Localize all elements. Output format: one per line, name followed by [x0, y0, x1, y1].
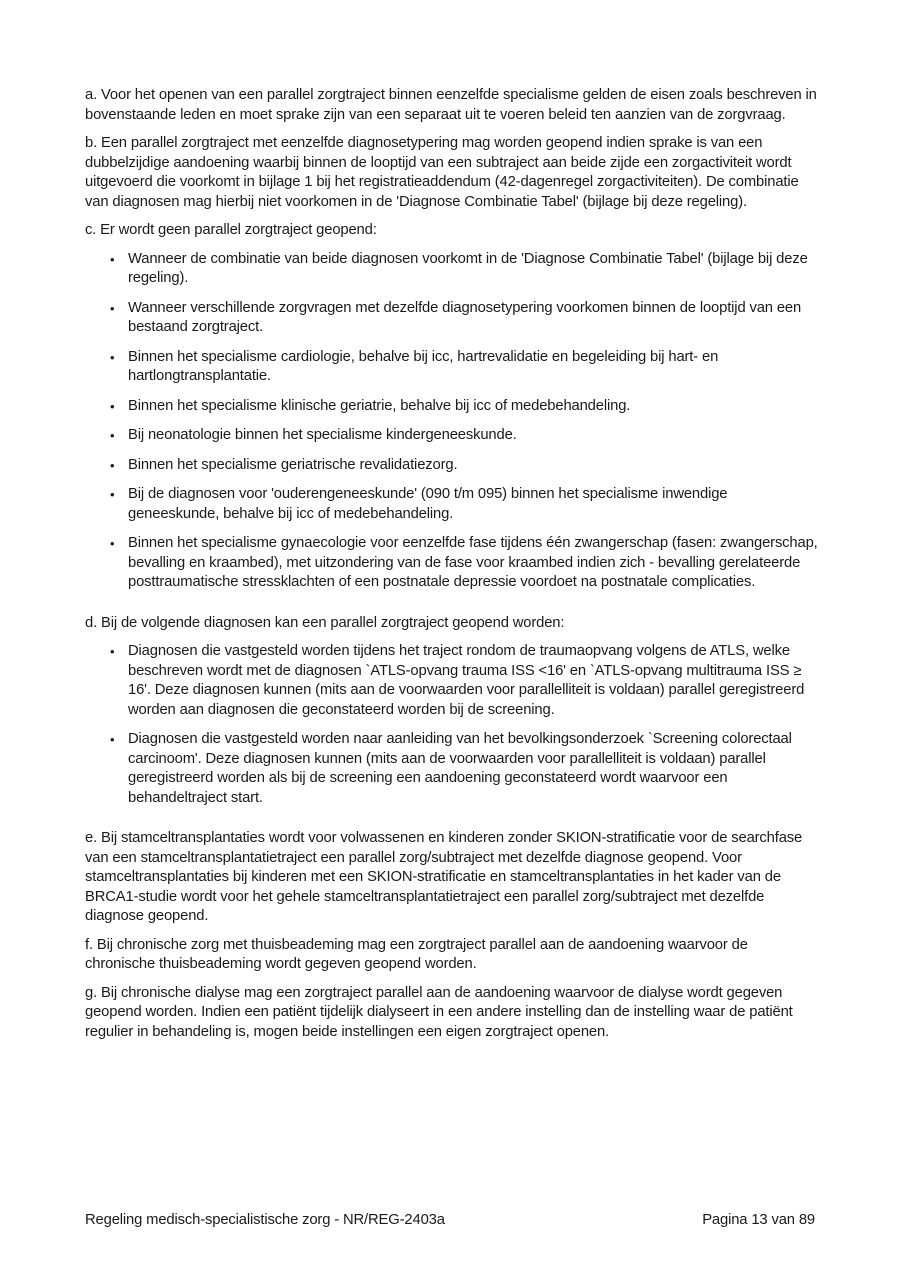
footer-page-number: Pagina 13 van 89 [702, 1212, 815, 1228]
bullet-item: • Binnen het specialisme gynaecologie voor eenzelfde fase tijdens één zwangerschap (fasen: zwangerschap, bevalling en kraambed), met uitzondering van de fase voor kraambed indien zich - bevalling gerelateerde posttraumatische stressklachten of een postnatale depressie voordoet na postnatale complicaties. [85, 534, 818, 593]
paragraph-f: f. Bij chronische zorg met thuisbeademing mag een zorgtraject parallel aan de aandoening waarvoor de chronische thuisbeademing wordt gegeven geopend worden. [85, 936, 748, 972]
document-body [85, 86, 818, 1051]
bullet-item: • Bij neonatologie binnen het specialisme kindergeneeskunde. [85, 426, 818, 446]
footer-document-reference: Regeling medisch-specialistische zorg - NR/REG-2403a [85, 1212, 445, 1228]
paragraph-b: b. Een parallel zorgtraject met eenzelfde diagnosetypering mag worden geopend indien sprake is van een dubbelzijdige aandoening waarbij binnen de looptijd van een subtraject aan beide zijde een zorgactiviteit wordt uitgevoerd die voorkomt in bijlage 1 bij het registratieaddendum (42-dagenregel zorgactiviteiten). De combinatie van diagnosen mag hierbij niet voorkomen in de 'Diagnose Combinatie Tabel' (bijlage bij deze regeling). [85, 135, 799, 210]
bullet-item: • Diagnosen die vastgesteld worden tijdens het traject rondom de traumaopvang volgens de ATLS, welke beschreven wordt met de diagnosen `ATLS-opvang trauma ISS <16' en `ATLS-opvang multitrauma ISS ≥ 16'. Deze diagnosen kunnen (mits aan de voorwaarden voor parallelliteit is voldaan) parallel geregistreerd worden aan diagnosen die geconstateerd worden bij de screening. [85, 642, 818, 720]
bullet-list-c [85, 250, 818, 593]
bullet-item: • Diagnosen die vastgesteld worden naar aanleiding van het bevolkingsonderzoek `Screening colorectaal carcinoom'. Deze diagnosen kunnen (mits aan de voorwaarden voor parallelliteit is voldaan) parallel geregistreerd worden als bij de screening een aandoening geconstateerd wordt waarvoor een behandeltraject start. [85, 730, 818, 808]
bullet-list-d [85, 642, 818, 808]
bullet-item: • Binnen het specialisme cardiologie, behalve bij icc, hartrevalidatie en begeleiding bij hart- en hartlongtransplantatie. [85, 348, 818, 387]
bullet-item: • Wanneer verschillende zorgvragen met dezelfde diagnosetypering voorkomen binnen de looptijd van een bestaand zorgtraject. [85, 299, 818, 338]
bullet-item: • Binnen het specialisme geriatrische revalidatiezorg. [85, 456, 818, 476]
page-footer [85, 1211, 815, 1230]
bullet-item: • Binnen het specialisme klinische geriatrie, behalve bij icc of medebehandeling. [85, 397, 818, 417]
paragraph-e: e. Bij stamceltransplantaties wordt voor volwassenen en kinderen zonder SKION-stratificatie voor de searchfase van een stamceltransplantatietraject een parallel zorg/subtraject met dezelfde diagnose geopend. Voor stamceltransplantaties bij kinderen met een SKION-stratificatie en stamceltransplantaties in het kader van de BRCA1-studie wordt voor het gehele stamceltransplantatietraject een parallel zorg/subtraject met dezelfde diagnose geopend. [85, 830, 803, 924]
paragraph-c-intro: c. Er wordt geen parallel zorgtraject geopend: [85, 222, 377, 238]
paragraph-d-intro: d. Bij de volgende diagnosen kan een parallel zorgtraject geopend worden: [85, 614, 565, 631]
paragraph-g: g. Bij chronische dialyse mag een zorgtraject parallel aan de aandoening waarvoor de dialyse wordt gegeven geopend worden. Indien een patiënt tijdelijk dialyseert in een andere instelling dan de instelling waar de patiënt regulier in behandeling is, mogen beide instellingen een eigen zorgtraject openen. [85, 984, 793, 1040]
paragraph-a: a. Voor het openen van een parallel zorgtraject binnen eenzelfde specialisme gelden de eisen zoals beschreven in bovenstaande leden en moet sprake zijn van een separaat uit te voeren beleid ten aanzien van de zorgvraag. [85, 87, 817, 123]
bullet-item: • Wanneer de combinatie van beide diagnosen voorkomt in de 'Diagnose Combinatie Tabel' (bijlage bij deze regeling). [85, 250, 818, 289]
bullet-item: • Bij de diagnosen voor 'ouderengeneeskunde' (090 t/m 095) binnen het specialisme inwendige geneeskunde, behalve bij icc of medebehandeling. [85, 485, 818, 524]
